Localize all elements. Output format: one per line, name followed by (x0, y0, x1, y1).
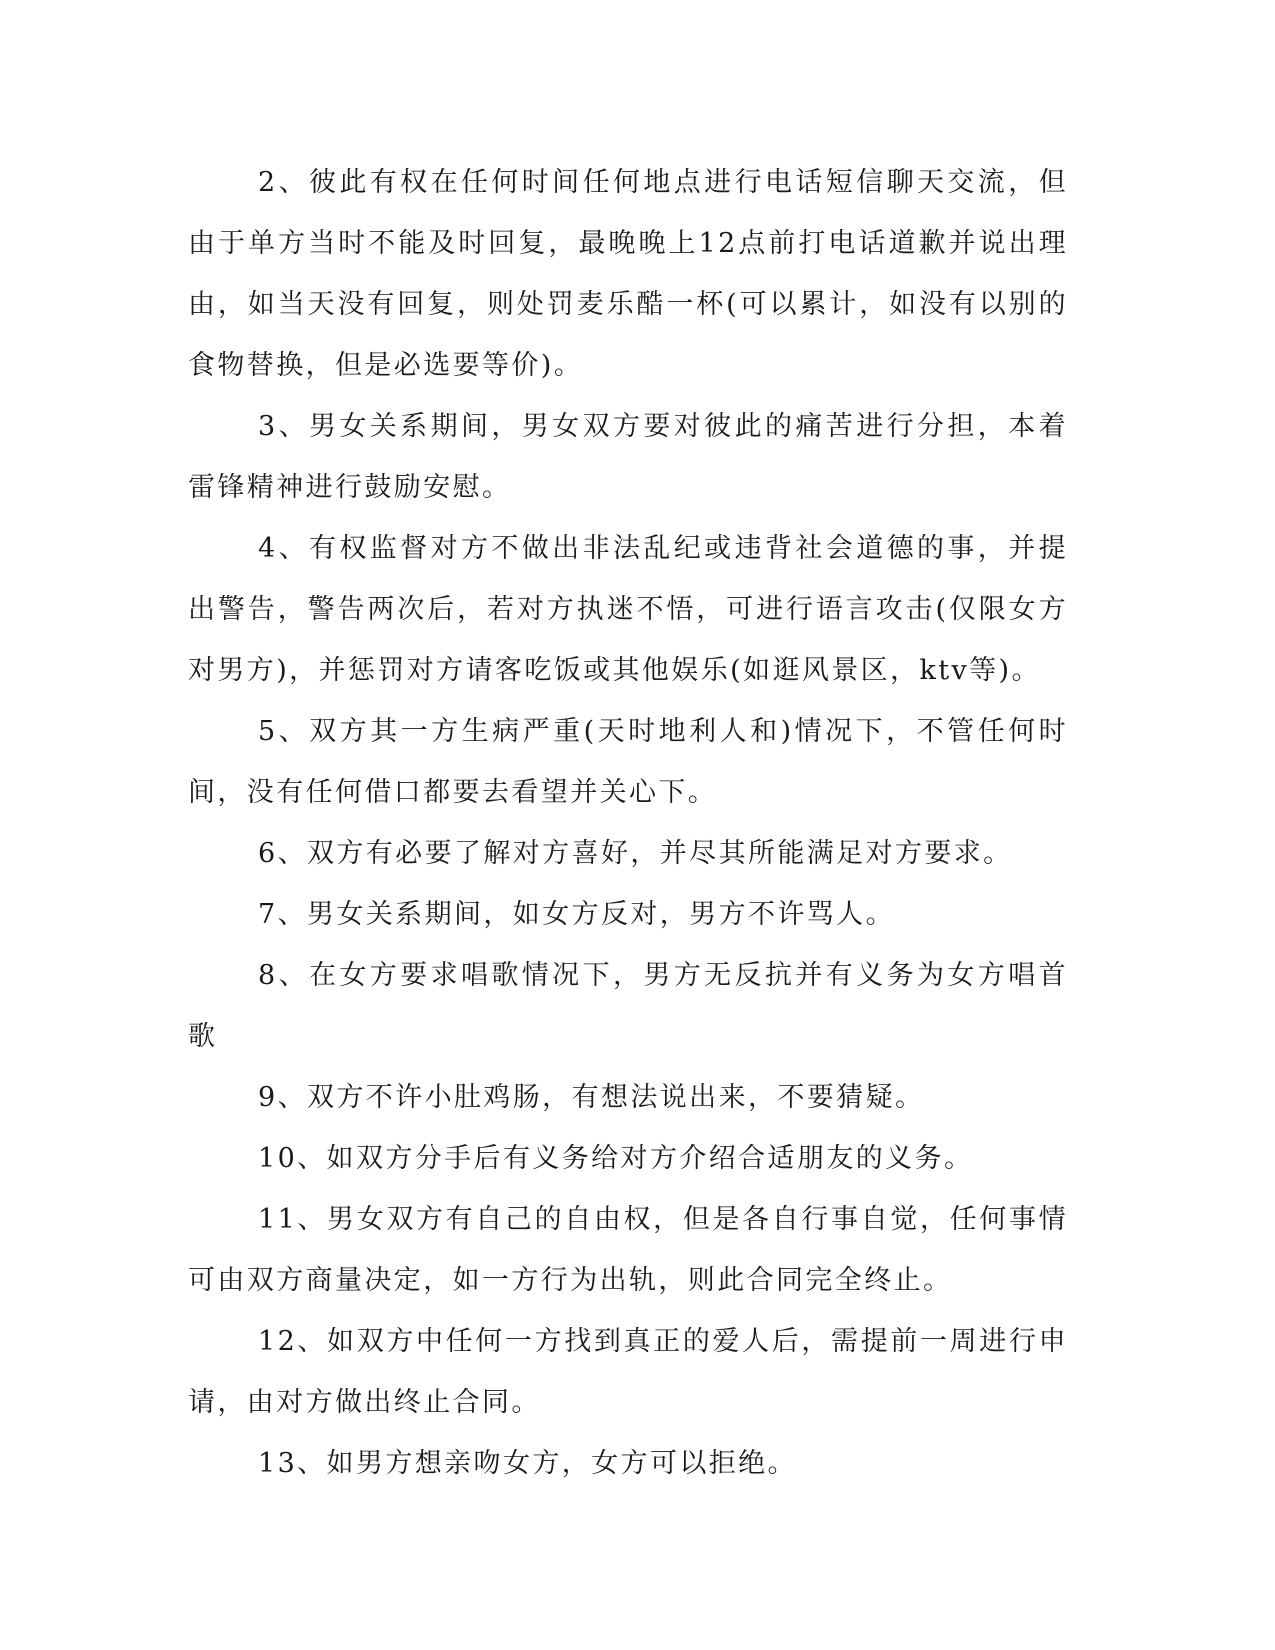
clause-5: 5、双方其一方生病严重(天时地利人和)情况下，不管任何时间，没有任何借口都要去看望并关心下。 (188, 716, 1068, 808)
clause-8: 8、在女方要求唱歌情况下，男方无反抗并有义务为女方唱首歌 (188, 960, 1068, 1052)
clause-3: 3、男女关系期间，男女双方要对彼此的痛苦进行分担，本着雷锋精神进行鼓励安慰。 (188, 411, 1068, 503)
clause-7: 7、男女关系期间，如女方反对，男方不许骂人。 (258, 899, 895, 930)
clause-13: 13、如男方想亲吻女方，女方可以拒绝。 (258, 1448, 797, 1479)
document-page (188, 152, 1068, 1494)
clause-12: 12、如双方中任何一方找到真正的爱人后，需提前一周进行申请，由对方做出终止合同。 (188, 1326, 1068, 1418)
clause-11: 11、男女双方有自己的自由权，但是各自行事自觉，任何事情可由双方商量决定，如一方行为出轨，则此合同完全终止。 (188, 1204, 1068, 1296)
clause-9: 9、双方不许小肚鸡肠，有想法说出来，不要猜疑。 (258, 1082, 925, 1113)
clause-10: 10、如双方分手后有义务给对方介绍合适朋友的义务。 (258, 1143, 974, 1174)
clause-6: 6、双方有必要了解对方喜好，并尽其所能满足对方要求。 (258, 838, 1013, 869)
clause-2: 2、彼此有权在任何时间任何地点进行电话短信聊天交流，但由于单方当时不能及时回复，最晚晚上12点前打电话道歉并说出理由，如当天没有回复，则处罚麦乐酷一杯(可以累计，如没有以别的食物替换，但是必选要等价)。 (188, 167, 1068, 381)
clause-4: 4、有权监督对方不做出非法乱纪或违背社会道德的事，并提出警告，警告两次后，若对方执迷不悟，可进行语言攻击(仅限女方对男方)，并惩罚对方请客吃饭或其他娱乐(如逛风景区，ktv等)。 (188, 533, 1068, 686)
